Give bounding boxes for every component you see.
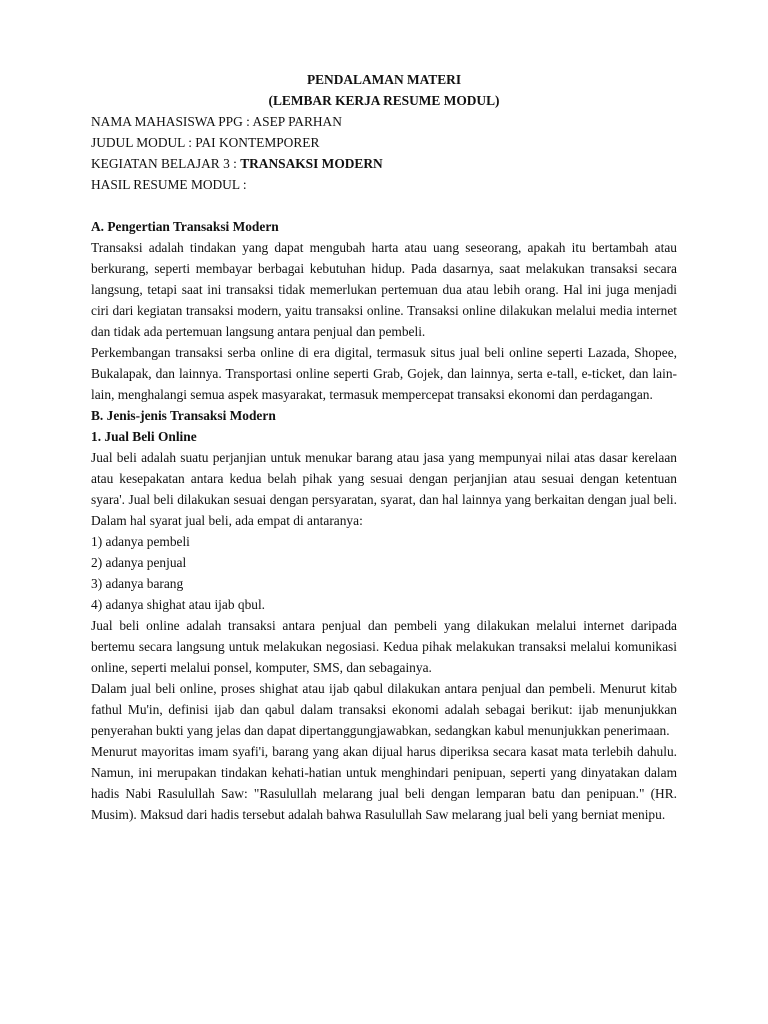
- module-title-line: JUDUL MODUL : PAI KONTEMPORER: [91, 135, 320, 150]
- section-b-intro: Jual beli adalah suatu perjanjian untuk menukar barang atau jasa yang mempunyai nilai atas dasar kerelaan atau kesepakatan antara kedua belah pihak yang sesuai dengan perjanjian atau sesuai dengan ketentuan syara'. Jual beli dilakukan sesuai dengan persyaratan, syarat, dan hal lainnya yang berkaitan dengan jual beli. Dalam hal syarat jual beli, ada empat di antaranya:: [91, 450, 677, 528]
- section-b-paragraph-2: Dalam jual beli online, proses shighat atau ijab qabul dilakukan antara penjual dan pembeli. Menurut kitab fathul Mu'in, definisi ijab dan qabul dalam transaksi ekonomi adalah sebagai berikut: ijab menunjukkan penyerahan bukti yang jelas dan dapat dipertanggungjawabkan, sedangkan kabul menunjukkan penerimaan.: [91, 681, 677, 738]
- blank-line: [91, 195, 677, 216]
- section-b-paragraph-1: Jual beli online adalah transaksi antara penjual dan pembeli yang dilakukan melalui internet daripada bertemu secara langsung untuk melakukan negosiasi. Kedua pihak melakukan transaksi melalui komunikasi online, seperti melalui ponsel, komputer, SMS, dan sebagainya.: [91, 618, 677, 675]
- section-b-subheading: 1. Jual Beli Online: [91, 429, 197, 444]
- condition-item-2: 2) adanya penjual: [91, 555, 187, 570]
- section-a-heading: A. Pengertian Transaksi Modern: [91, 219, 279, 234]
- document-title: PENDALAMAN MATERI: [306, 72, 462, 87]
- learning-activity-line: [91, 153, 677, 174]
- section-a-paragraph-2: Perkembangan transaksi serba online di era digital, termasuk situs jual beli online seperti Lazada, Shopee, Bukalapak, dan lainnya. Transportasi online seperti Grab, Gojek, dan lainnya, serta e-tall, e-ticket, dan lain-lain, menghalangi semua aspek masyarakat, termasuk mempercepat transaksi ekonomi dan perdagangan.: [91, 345, 677, 402]
- learning-activity-topic: TRANSAKSI MODERN: [240, 156, 383, 171]
- section-b-paragraph-3: Menurut mayoritas imam syafi'i, barang yang akan dijual harus diperiksa secara kasat mata terlebih dahulu. Namun, ini merupakan tindakan kehati-hatian untuk menghindari penipuan, seperti yang dinyatakan dalam hadis Nabi Rasulullah Saw: "Rasulullah melarang jual beli dengan lemparan batu dan penipuan." (HR. Musim). Maksud dari hadis tersebut adalah bahwa Rasulullah Saw melarang jual beli yang berniat menipu.: [91, 744, 677, 822]
- student-name-line: NAMA MAHASISWA PPG : ASEP PARHAN: [91, 114, 342, 129]
- condition-item-1: 1) adanya pembeli: [91, 534, 190, 549]
- section-b-heading: B. Jenis-jenis Transaksi Modern: [91, 408, 276, 423]
- condition-item-3: 3) adanya barang: [91, 576, 184, 591]
- document-content: [91, 69, 677, 825]
- condition-item-4: 4) adanya shighat atau ijab qbul.: [91, 597, 266, 612]
- summary-label-line: HASIL RESUME MODUL :: [91, 177, 247, 192]
- document-subtitle: (LEMBAR KERJA RESUME MODUL): [268, 93, 500, 108]
- learning-activity-prefix: KEGIATAN BELAJAR 3 :: [91, 156, 241, 171]
- section-a-paragraph-1: Transaksi adalah tindakan yang dapat mengubah harta atau uang seseorang, apakah itu bertambah atau berkurang, seperti membayar berbagai kebutuhan hidup. Pada dasarnya, saat melakukan transaksi secara langsung, tetapi saat ini transaksi tidak memerlukan pertemuan dua atau lebih orang. Hal ini juga menjadi ciri dari kegiatan transaksi modern, yaitu transaksi online. Transaksi online dilakukan melalui media internet dan tidak ada pertemuan langsung antara penjual dan pembeli.: [91, 240, 677, 339]
